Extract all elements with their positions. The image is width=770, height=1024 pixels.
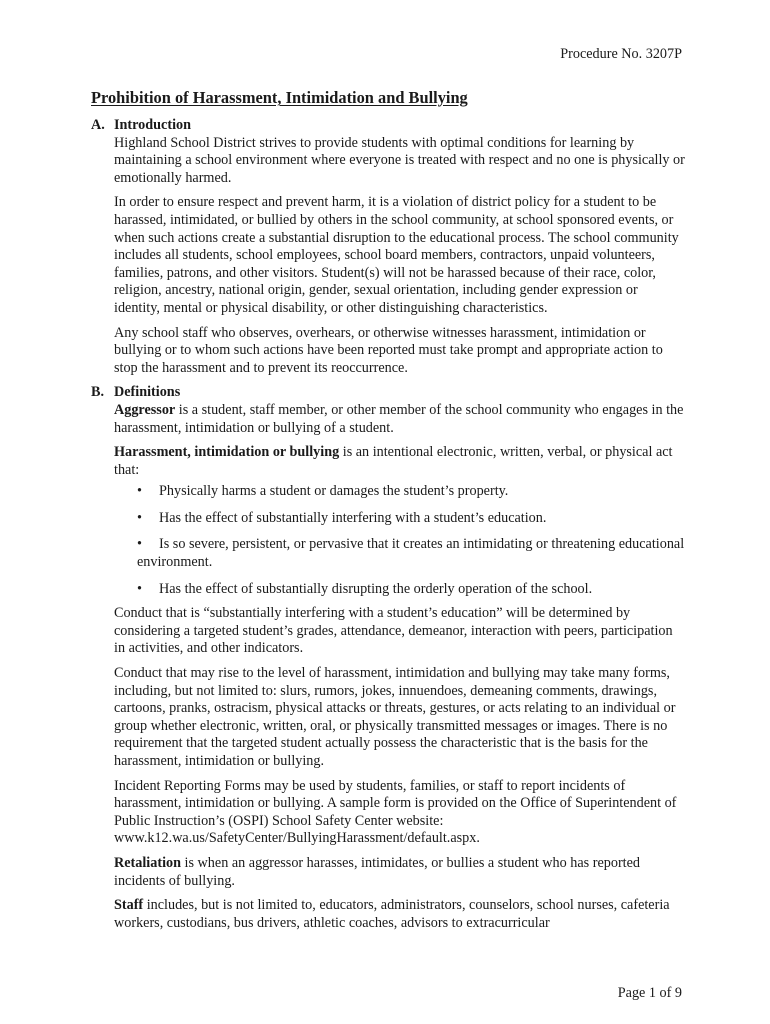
page-number: Page 1 of 9 bbox=[617, 985, 682, 1001]
section-heading bbox=[91, 117, 687, 135]
section-letter: A. bbox=[91, 117, 105, 133]
list-item-text: Has the effect of substantially interfering with a student’s education. bbox=[159, 509, 547, 526]
list-item-text: Is so severe, persistent, or pervasive that it creates an intimidating or threatening educational environment. bbox=[137, 536, 685, 571]
bullet-icon: • bbox=[137, 536, 142, 553]
list-item bbox=[114, 483, 687, 501]
term-harassment: Harassment, intimidation or bullying bbox=[114, 444, 340, 461]
list-item-text: Physically harms a student or damages the student’s property. bbox=[159, 483, 509, 500]
definition-text: is when an aggressor harasses, intimidates, or bullies a student who has reported incidents of bullying. bbox=[114, 854, 641, 889]
list-item-text: Has the effect of substantially disrupting the orderly operation of the school. bbox=[159, 580, 593, 597]
section-introduction bbox=[91, 117, 687, 377]
definition-retaliation bbox=[114, 855, 687, 890]
document-body bbox=[91, 117, 687, 939]
definition-staff bbox=[114, 897, 687, 932]
term-staff: Staff bbox=[114, 897, 144, 914]
list-item bbox=[114, 510, 687, 528]
intro-paragraph-2: In order to ensure respect and prevent harm, it is a violation of district policy for a student to be harassed, intimidated, or bullied by others in the school community, at school sponsored events, or when such actions create a substantial disruption to the educational process. The school community includes all students, school employees, school board members, contractors, unpaid volunteers, families, patrons, and other visitors. Student(s) will not be harassed because of their race, color, religion, ancestry, national origin, gender, sexual orientation, including gender expression or identity, mental or physical disability, or other distinguishing characteristics. bbox=[114, 194, 679, 316]
definition-text: includes, but is not limited to, educators, administrators, counselors, school nurses, cafeteria workers, custodians, bus drivers, athletic coaches, advisors to extracurricular bbox=[114, 897, 670, 931]
section-heading-text: Definitions bbox=[114, 384, 181, 401]
reporting-paragraph: Incident Reporting Forms may be used by students, families, or staff to report incidents of harassment, intimidation or bullying. A sample form is provided on the Office of Superintendent of Public Instruction’s (OSPI) School Safety Center website: www.k12.wa.us/SafetyCenter/BullyingHarassment/default.aspx. bbox=[114, 777, 677, 847]
document-title: Prohibition of Harassment, Intimidation and Bullying bbox=[91, 88, 468, 107]
intro-paragraph-3: Any school staff who observes, overhears, or otherwise witnesses harassment, intimidation or bullying or to whom such actions have been reported must take prompt and appropriate action to stop the harassment and to prevent its reoccurrence. bbox=[114, 324, 663, 376]
list-item bbox=[114, 581, 687, 599]
bullet-icon: • bbox=[137, 483, 142, 500]
intro-paragraph-1: Highland School District strives to provide students with optimal conditions for learning by maintaining a school environment where everyone is treated with respect and no one is physically or emotionally harmed. bbox=[114, 134, 685, 186]
term-retaliation: Retaliation bbox=[114, 854, 181, 871]
forms-paragraph: Conduct that may rise to the level of harassment, intimidation and bullying may take many forms, including, but not limited to: slurs, rumors, jokes, innuendoes, demeaning comments, drawings, cartoons, pranks, ostracism, physical attacks or threats, gestures, or acts relating to an individual or group whether electronic, written, oral, or physically transmitted messages or images. There is no requirement that the targeted student actually possess the characteristic that is the basis for the harassment, intimidation or bullying. bbox=[114, 665, 676, 769]
definition-text: is a student, staff member, or other member of the school community who engages in the harassment, intimidation or bullying of a student. bbox=[114, 401, 684, 436]
definition-aggressor bbox=[114, 402, 687, 437]
section-heading-text: Introduction bbox=[114, 117, 191, 133]
harassment-criteria-list bbox=[114, 483, 687, 598]
section-definitions bbox=[91, 384, 687, 932]
bullet-icon: • bbox=[137, 580, 142, 597]
definition-text: is an intentional electronic, written, verbal, or physical act that: bbox=[114, 444, 673, 478]
definition-harassment bbox=[114, 444, 687, 479]
term-aggressor: Aggressor bbox=[114, 401, 176, 418]
conduct-paragraph: Conduct that is “substantially interfering with a student’s education” will be determined by considering a targeted student’s grades, attendance, demeanor, interaction with peers, participation in activities, and other indicators. bbox=[114, 605, 673, 657]
section-letter: B. bbox=[91, 384, 105, 401]
section-heading bbox=[91, 384, 687, 402]
bullet-icon: • bbox=[137, 509, 142, 526]
procedure-number: Procedure No. 3207P bbox=[560, 46, 682, 62]
list-item bbox=[114, 536, 687, 571]
